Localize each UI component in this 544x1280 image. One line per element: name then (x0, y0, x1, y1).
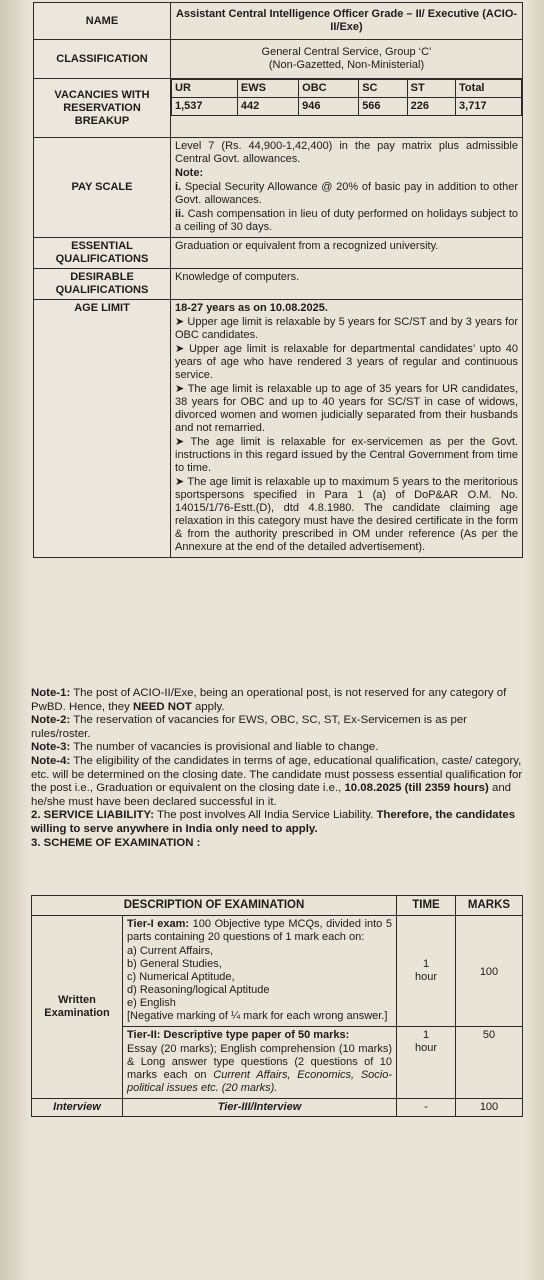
vacancy-value-st: 226 (407, 98, 455, 116)
essential-qualifications-row (34, 238, 523, 269)
scheme-header-description: DESCRIPTION OF EXAMINATION (32, 896, 397, 916)
pay-scale-value (171, 138, 523, 238)
age-limit-point: ➤ Upper age limit is relaxable by 5 years for SC/ST and by 3 years for OBC candidates. (175, 316, 518, 341)
tier1-subject-list (127, 945, 392, 1010)
desirable-qualifications-row (34, 269, 523, 300)
classification-label: CLASSIFICATION (34, 40, 171, 79)
tier2-title: Tier-II: Descriptive type paper of 50 marks: (127, 1029, 350, 1041)
age-limit-label: AGE LIMIT (34, 300, 171, 558)
name-label: NAME (34, 3, 171, 40)
arrow-icon: ➤ (175, 476, 185, 488)
interview-time: - (397, 1099, 456, 1117)
written-examination-label: Written Examination (32, 916, 123, 1099)
pay-scale-level: Level 7 (Rs. 44,900-1,42,400) in the pay matrix plus admissible Central Govt. allowances. (175, 140, 518, 165)
note-1: Note-1: The post of ACIO-II/Exe, being an operational post, is not reserved for any category of PwBD. Hence, they NEED NOT apply. (31, 687, 507, 713)
interview-row (32, 1099, 523, 1117)
classification-line-1: General Central Service, Group ‘C’ (261, 46, 432, 58)
tier2-time: 1 hour (397, 1027, 456, 1099)
note-3: Note-3: The number of vacancies is provisional and liable to change. (31, 741, 379, 754)
scheme-header-time: TIME (397, 896, 456, 916)
vacancies-label: VACANCIES WITH RESERVATION BREAKUP (34, 79, 171, 138)
pay-scale-note-label: Note: (175, 167, 204, 179)
vacancy-header-ur: UR (172, 80, 238, 98)
arrow-icon: ➤ (175, 316, 185, 328)
desirable-qualifications-label: DESIRABLE QUALIFICATIONS (34, 269, 171, 300)
pay-scale-label: PAY SCALE (34, 138, 171, 238)
tier1-row (32, 916, 523, 1027)
classification-value (171, 40, 523, 79)
vacancies-breakup-cell (171, 79, 523, 138)
vacancy-header-ews: EWS (237, 80, 298, 98)
vacancy-value-obc: 946 (299, 98, 359, 116)
vacancy-header-obc: OBC (299, 80, 359, 98)
vacancy-header-st: ST (407, 80, 455, 98)
pay-scale-note-ii: ii. Cash compensation in lieu of duty performed on holidays subject to a ceiling of 30 days. (175, 208, 518, 233)
pay-scale-note-i: i. Special Security Allowance @ 20% of basic pay in addition to other Govt. allowances. (175, 181, 518, 206)
age-limit-point: ➤ The age limit is relaxable up to age of 35 years for UR candidates, 38 years for OBC and up to 40 years for SC/ST in case of widows, divorced women and women judicially separated from their husbands and not remarried. (175, 383, 518, 434)
service-liability: 2. SERVICE LIABILITY: The post involves All India Service Liability. Therefore, the candidates willing to serve anywhere in India only need to apply. (31, 809, 516, 835)
scheme-header-marks: MARKS (456, 896, 523, 916)
classification-row (34, 40, 523, 79)
page-shadow-right (524, 0, 544, 1280)
tier2-marks: 50 (456, 1027, 523, 1099)
age-limit-point: ➤ Upper age limit is relaxable for departmental candidates’ upto 40 years of age who have rendered 3 years of regular and continuous service. (175, 343, 518, 381)
notes-section (31, 687, 527, 850)
note-4: Note-4: The eligibility of the candidates in terms of age, educational qualification, caste/ category, etc. will be determined on the closing date. The candidate must possess essential qualification for the post i.e., Graduation or equivalent on the closing date i.e., 10.08.2025 (till 2359 hours) and he/she must have been declared successful in it. (31, 754, 523, 808)
vacancies-row (34, 79, 523, 138)
list-item: e) English (127, 997, 176, 1009)
interview-label: Interview (32, 1099, 123, 1117)
age-limit-point: ➤ The age limit is relaxable for ex-servicemen as per the Govt. instructions in this regard issued by the Central Government from time to time. (175, 436, 518, 474)
arrow-icon: ➤ (175, 343, 185, 355)
age-limit-value (171, 300, 523, 558)
arrow-icon: ➤ (175, 436, 185, 448)
vacancy-value-sc: 566 (359, 98, 407, 116)
desirable-qualifications-value: Knowledge of computers. (171, 269, 523, 300)
scheme-heading: 3. SCHEME OF EXAMINATION : (31, 836, 201, 849)
tier1-title: Tier-I exam: (127, 918, 190, 930)
age-limit-row (34, 300, 523, 558)
essential-qualifications-label: ESSENTIAL QUALIFICATIONS (34, 238, 171, 269)
tier1-marks: 100 (456, 916, 523, 1027)
name-value: Assistant Central Intelligence Officer Grade – II/ Executive (ACIO-II/Exe) (171, 3, 523, 40)
age-limit-point: ➤ The age limit is relaxable up to maximum 5 years to the meritorious sportspersons specified in Para 1 (a) of DoP&AR O.M. No. 14015/1/76-Estt.(D), dtd 4.8.1980. The candidate claiming age relaxation in this category must have the desired certificate in the form & from the authority prescribed in OM under reference (As per the Annexure at the end of the detailed advertisement). (175, 476, 519, 553)
essential-qualifications-value: Graduation or equivalent from a recognized university. (171, 238, 523, 269)
scheme-header-row (32, 896, 523, 916)
page-shadow-left (0, 0, 30, 1280)
interview-description: Tier-III/Interview (123, 1099, 397, 1117)
age-limit-headline: 18-27 years as on 10.08.2025. (175, 302, 328, 314)
vacancy-value-total: 3,717 (456, 98, 522, 116)
classification-line-2: (Non-Gazetted, Non-Ministerial) (268, 59, 425, 71)
pay-scale-row (34, 138, 523, 238)
list-item: c) Numerical Aptitude, (127, 971, 235, 983)
note-2: Note-2: The reservation of vacancies for EWS, OBC, SC, ST, Ex-Servicemen is as per rules/roster. (31, 714, 467, 740)
vacancy-header-sc: SC (359, 80, 407, 98)
interview-marks: 100 (456, 1099, 523, 1117)
list-item: b) General Studies, (127, 958, 222, 970)
list-item: a) Current Affairs, (127, 945, 213, 957)
vacancies-value-row (172, 98, 522, 116)
vacancies-header-row (172, 80, 522, 98)
vacancy-header-total: Total (456, 80, 522, 98)
tier1-negative-marking: [Negative marking of ¼ mark for each wrong answer.] (127, 1010, 388, 1022)
arrow-icon: ➤ (175, 383, 185, 395)
scheme-of-examination-table (31, 895, 523, 1117)
tier1-time: 1 hour (397, 916, 456, 1027)
tier1-description: Tier-I exam: 100 Objective type MCQs, divided into 5 parts containing 20 questions of 1 mark each on: a) Current Affairs, b) General Studies, c) Numerical Aptitude, d) Reasoning/logical Aptitude e) English [Negative marking of ¼ mark for each wrong answer.] (123, 916, 397, 1027)
name-row (34, 3, 523, 40)
recruitment-info-table (33, 2, 523, 558)
list-item: d) Reasoning/logical Aptitude (127, 984, 270, 996)
vacancy-value-ews: 442 (237, 98, 298, 116)
vacancies-breakup-table (171, 79, 522, 116)
tier2-description: Tier-II: Descriptive type paper of 50 marks: Essay (20 marks); English comprehension (10 marks) & Long answer type questions (2 questions of 10 marks each on Current Affairs, Economics, Socio-political issues etc. (20 marks). (123, 1027, 397, 1099)
vacancy-value-ur: 1,537 (172, 98, 238, 116)
